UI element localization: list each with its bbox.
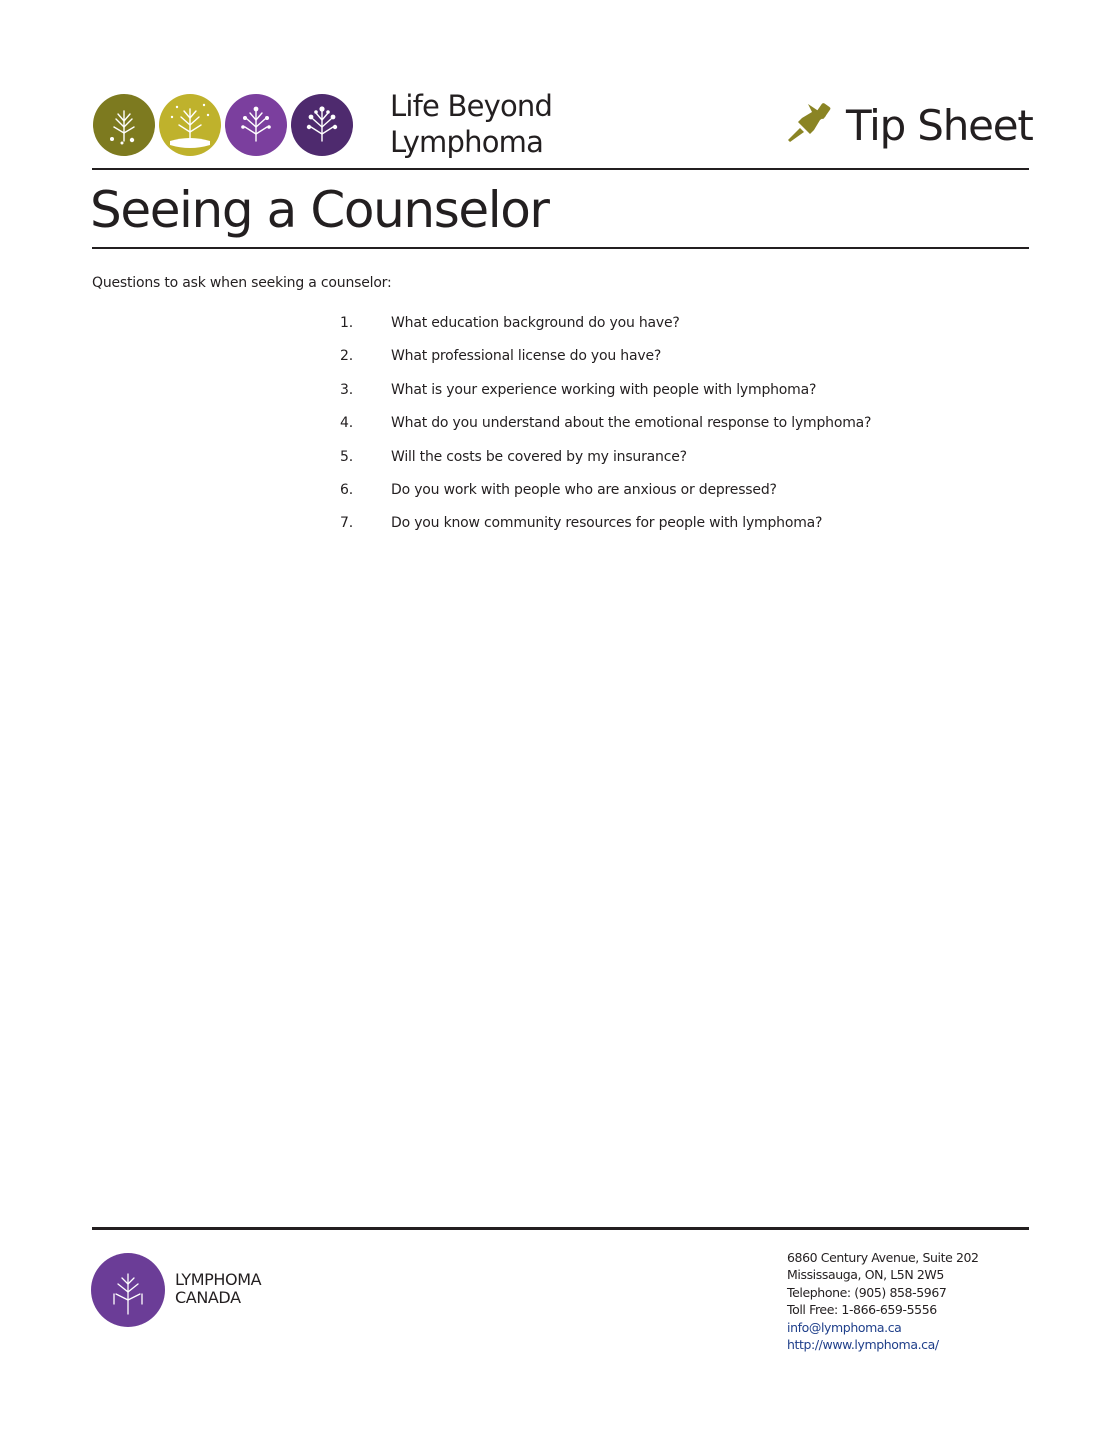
email-link[interactable]: info@lymphoma.ca — [787, 1319, 902, 1335]
title-divider — [92, 247, 1029, 249]
list-item-text: Will the costs be covered by my insurance? — [391, 448, 687, 465]
list-item-number: 6. — [340, 481, 353, 498]
list-item-number: 4. — [340, 415, 353, 432]
tip-sheet-label: Tip Sheet — [846, 101, 1033, 150]
list-item-text: Do you know community resources for people with lymphoma? — [391, 515, 823, 532]
list-item-text: What education background do you have? — [391, 315, 680, 331]
lymphoma-canada-logo-icon — [90, 1252, 166, 1328]
header-divider — [92, 168, 1029, 170]
page-title: Seeing a Counselor — [90, 181, 549, 239]
contact-block — [787, 1249, 979, 1353]
telephone: Telephone: (905) 858-5967 — [787, 1284, 947, 1300]
address-line1: 6860 Century Avenue, Suite 202 — [787, 1250, 979, 1265]
list-item-number: 1. — [340, 315, 353, 331]
list-item-number: 5. — [340, 448, 353, 465]
list-item-text: Do you work with people who are anxious or depressed? — [391, 481, 777, 498]
list-item-text: What is your experience working with people with lymphoma? — [391, 381, 817, 398]
pushpin-icon — [784, 100, 836, 144]
tree-circle-purple-icon — [291, 94, 353, 156]
footer-org-line1: LYMPHOMA — [175, 1270, 262, 1289]
brand-title — [390, 88, 552, 160]
footer-org-line2: CANADA — [175, 1288, 241, 1307]
list-item-text: What do you understand about the emotional response to lymphoma? — [391, 415, 872, 432]
footer-divider — [92, 1227, 1029, 1230]
tree-circle-olive-icon — [93, 94, 155, 156]
brand-title-line1: Life Beyond — [390, 89, 553, 123]
tree-circle-yellow-icon — [159, 94, 221, 156]
list-item-number: 3. — [340, 381, 353, 398]
list-item-number: 7. — [340, 515, 353, 532]
list-item-text: What professional license do you have? — [391, 348, 662, 365]
intro-text: Questions to ask when seeking a counselor: — [92, 275, 392, 291]
toll-free: Toll Free: 1-866-659-5556 — [787, 1302, 937, 1318]
brand-title-line2: Lymphoma — [390, 125, 544, 159]
address-line2: Mississauga, ON, L5N 2W5 — [787, 1267, 944, 1283]
footer-org-name — [175, 1271, 261, 1307]
list-item-number: 2. — [340, 348, 353, 365]
tree-circle-violet-icon — [225, 94, 287, 156]
website-link[interactable]: http://www.lymphoma.ca/ — [787, 1337, 939, 1353]
life-beyond-lymphoma-logo — [92, 93, 356, 157]
